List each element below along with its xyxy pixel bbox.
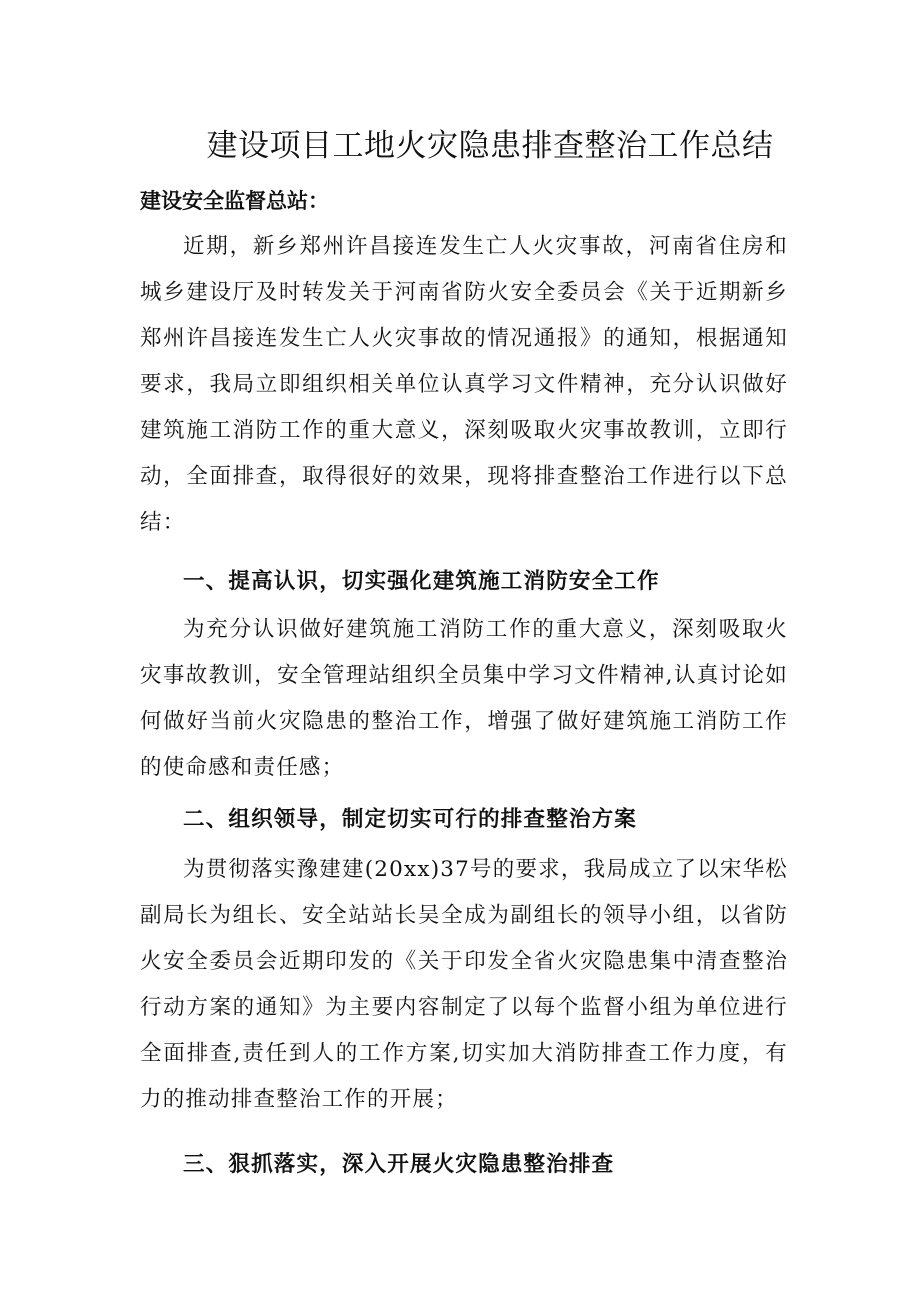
intro-paragraph: 近期，新乡郑州许昌接连发生亡人火灾事故，河南省住房和城乡建设厅及时转发关于河南省防火安全委员会《关于近期新乡郑州许昌接连发生亡人火灾事故的情况通报》的通知，根据通知要求，我局立即组织相关单位认真学习文件精神，充分认识做好建筑施工消防工作的重大意义，深刻吸取火灾事故教训，立即行动，全面排查，取得很好的效果，现将排查整治工作进行以下总结： (140, 234, 788, 535)
addressee: 建设安全监督总站： (140, 188, 329, 213)
section-heading-2: 二、组织领导，制定切实可行的排查整治方案 (183, 807, 638, 832)
section-heading-1: 一、提高认识，切实强化建筑施工消防安全工作 (183, 569, 660, 594)
document-title: 建设项目工地火灾隐患排查整治工作总结 (206, 128, 774, 164)
section-paragraph-1: 为充分认识做好建筑施工消防工作的重大意义，深刻吸取火灾事故教训，安全管理站组织全员集中学习文件精神,认真讨论如何做好当前火灾隐患的整治工作，增强了做好建筑施工消防工作的使命感和责任感； (140, 617, 788, 780)
section-heading-3: 三、狠抓落实，深入开展火灾隐患整治排查 (183, 1152, 615, 1177)
section-paragraph-2: 为贯彻落实豫建建(20xx)37号的要求，我局成立了以宋华松副局长为组长、安全站站长吴全成为副组长的领导小组，以省防火安全委员会近期印发的《关于印发全省火灾隐患集中清查整治行动方案的通知》为主要内容制定了以每个监督小组为单位进行全面排查,责任到人的工作方案,切实加大消防排查工作力度，有力的推动排查整治工作的开展； (140, 857, 788, 1112)
